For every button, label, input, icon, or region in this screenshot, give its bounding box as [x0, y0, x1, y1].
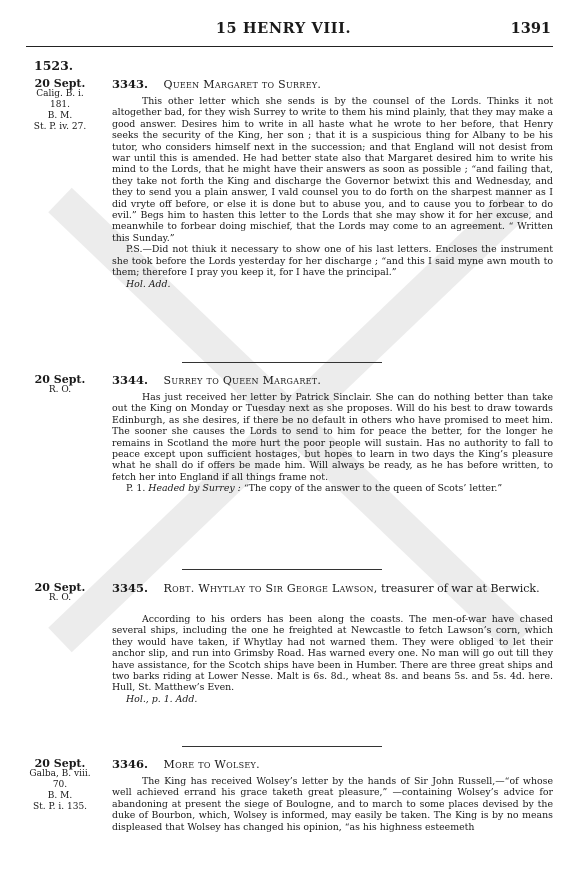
- entry-source-note: Hol., p. 1. Add.: [126, 693, 198, 705]
- entry-body: [112, 776, 553, 833]
- entry-divider: [182, 746, 382, 747]
- entry-postscript: P.S.—Did not thiuk it necessary to show one of his last letters. Encloses the instrument she took before the Lords yesterday for her discharge ; “and this I said myne awn mouth to them; therefore I pray you keep it, for I have the principal.”: [112, 244, 553, 279]
- entry-text: This other letter which she sends is by the counsel of the Lords. Thinks it not altogether bad, for they wish Surrey to write to them his mind plainly, that they may make a good answer. Desires him to write in all haste what he wrote to her before, that Henry seeks the security of the King, her son ; that it is a suspicious thing for Albany to be his tutor, who considers himself next in the succession; and that England will not desist from war until this is amended. He had better state also that Margaret desired him to write his mind to the Lords, that he might have their answers as soon as possible ; “and failing that, they take not forth the King and discharge the Governor betwixt this and Wednesday, and they to send you a plain answer, I vald counsel you to do forth on the sharpest manner as I did vryte off before, or else it is done but to abuse you, and to cause you to forbear to do evil.” Begs him to hasten this letter to the Lords that she may show it for her excuse, and meanwhile to forbear doing mischief, that the Lords may come to an agreement. “ Written this Sunday.”: [112, 96, 553, 244]
- entry-ref: 181.: [49, 100, 71, 110]
- entry-body: [112, 392, 553, 495]
- entry-heading: [112, 582, 553, 595]
- entry-text: According to his orders has been along the coasts. The men-of-war have chased several ships, including the one he freighted at Newcastle to fetch Lawson’s corn, which they would have taken, if Whytlay had not warned them. They were obliged to let their anchor slip, and run into Grimsby Road. Has warned every one. No man will go out till they have assistance, for the Scotch ships have been in Humber. There are three great ships and two barks riding at Lower Nesse. Malt is 6s. 8d., wheat 8s. and beans 5s. and 5s. 4d. here. Hull, St. Matthew’s Even.: [112, 614, 553, 694]
- entry-ref: St. P. iv. 27.: [33, 122, 87, 132]
- entry-ref: B. M.: [47, 111, 73, 121]
- entry-margin: [14, 374, 106, 396]
- entry-title-rest: treasurer of war at Berwick.: [381, 582, 540, 595]
- entry-number: 3345.: [112, 581, 149, 595]
- note-rest: “The copy of the answer to the queen of Scots’ letter.”: [243, 483, 503, 495]
- page-number: 1391: [510, 20, 551, 37]
- entry-date: 20 Sept.: [34, 757, 86, 770]
- entry-source-note: [112, 483, 553, 494]
- entry-margin: [14, 582, 106, 604]
- entry-number: 3344.: [112, 373, 149, 387]
- entry-number: 3346.: [112, 757, 149, 771]
- entry-number: 3343.: [112, 77, 149, 91]
- entry-date: 20 Sept.: [34, 373, 86, 386]
- entry-ref: 70.: [52, 780, 68, 790]
- entry-heading: [112, 758, 553, 771]
- entry-ref: St. P. i. 135.: [32, 802, 88, 812]
- entry-title: Robt. Whytlay to Sir George Lawson,: [163, 582, 378, 595]
- entry-title: Queen Margaret to Surrey.: [163, 78, 322, 91]
- entry-body: [112, 614, 553, 705]
- entry-margin: [14, 78, 106, 133]
- entry-divider: [182, 362, 382, 363]
- note-italic: Headed by Surrey :: [148, 483, 241, 495]
- entry-text: The King has received Wolsey’s letter by the hands of Sir John Russell,—“of whose well achieved errand his grace taketh great pleasure,” —containing Wolsey’s advice for abandoning at present the siege of Boulogne, and to march to some places devised by the duke of Bourbon, which, Wolsey is informed, may easily be taken. The King is by no means displeased that Wolsey has changed his opinion, “as his highness esteemeth: [112, 776, 553, 833]
- entry-ref: R. O.: [48, 593, 72, 603]
- entry-heading: [112, 78, 553, 91]
- entry-source-note: Hol. Add.: [126, 278, 171, 290]
- entry-heading: [112, 374, 553, 387]
- entry-ref: Calig. B. i.: [36, 89, 84, 99]
- entry-ref: Galba, B. viii.: [29, 769, 91, 779]
- note-lead: P. 1.: [126, 483, 146, 495]
- entry-body: [112, 96, 553, 290]
- year-label: 1523.: [34, 58, 74, 73]
- entry-text: Has just received her letter by Patrick Sinclair. She can do nothing better than take out the King on Monday or Tuesday next as she proposes. Will do his best to draw towards Edinburgh, as she desires, if there be no default in others who have promised to meet him. The sooner she causes the Lords to send to him for peace the better, for the longer he remains in Scotland the more hurt the poor people will sustain. Has no authority to fall to peace except upon sufficient hostages, but hopes to learn in two days the King’s pleasure what he shall do if offers be made him. Will always be ready, as he has before written, to fetch her into England if all things frame not.: [112, 392, 553, 483]
- entry-ref: B. M.: [47, 791, 73, 801]
- header-rule: [26, 46, 553, 47]
- running-head: 15 HENRY VIII.: [215, 20, 352, 37]
- entry-title: Surrey to Queen Margaret.: [163, 374, 322, 387]
- entry-margin: [14, 758, 106, 813]
- entry-divider: [182, 569, 382, 570]
- entry-title: More to Wolsey.: [163, 758, 260, 771]
- entry-ref: R. O.: [48, 385, 72, 395]
- entry-date: 20 Sept.: [34, 581, 86, 594]
- entry-date: 20 Sept.: [34, 77, 86, 90]
